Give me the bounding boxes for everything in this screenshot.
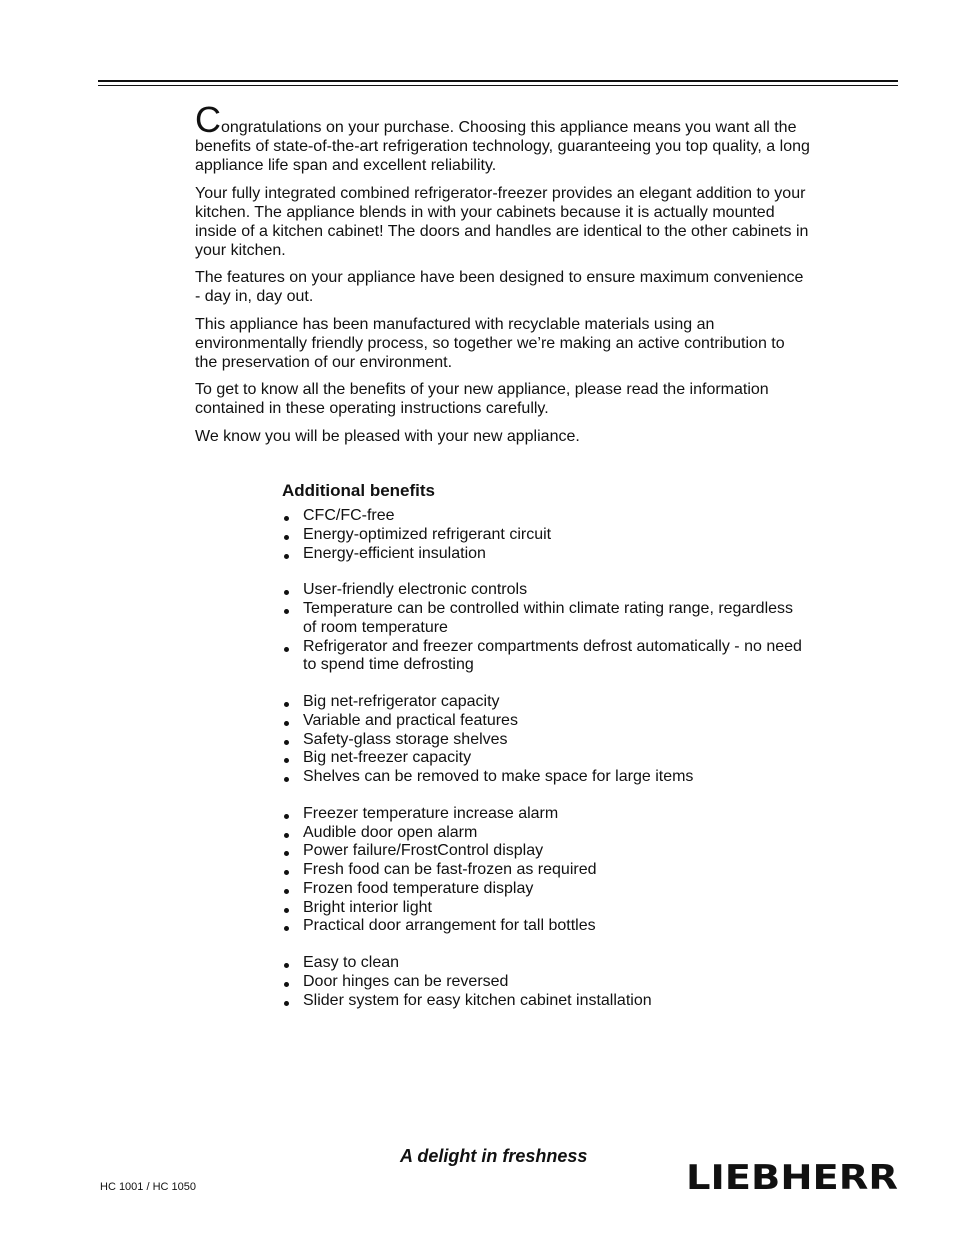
intro-text bbox=[195, 99, 810, 454]
benefit-item: User-friendly electronic controls bbox=[282, 581, 802, 600]
benefit-item: Bright interior light bbox=[282, 899, 802, 918]
benefit-item: Big net-freezer capacity bbox=[282, 749, 802, 768]
benefit-item: Easy to clean bbox=[282, 954, 802, 973]
benefit-item: CFC/FC-free bbox=[282, 507, 802, 526]
logo-text: LIEBHERR bbox=[686, 1162, 898, 1192]
benefit-item: Freezer temperature increase alarm bbox=[282, 805, 802, 824]
drop-cap: C bbox=[195, 99, 221, 140]
benefit-item: Refrigerator and freezer compartments defrost automatically - no need to spend time defrosting bbox=[282, 638, 802, 676]
benefit-item: Power failure/FrostControl display bbox=[282, 842, 802, 861]
benefit-group bbox=[282, 805, 802, 936]
benefit-item: Door hinges can be reversed bbox=[282, 973, 802, 992]
benefit-groups bbox=[282, 507, 802, 1010]
benefit-group bbox=[282, 954, 802, 1010]
benefit-item: Energy-optimized refrigerant circuit bbox=[282, 526, 802, 545]
benefit-item: Frozen food temperature display bbox=[282, 880, 802, 899]
intro-paragraph-2: Your fully integrated combined refrigerator-freezer provides an elegant addition to your kitchen. The appliance blends in with your cabinets because it is actually mounted inside of a kitchen cabinet! The doors and handles are identical to the other cabinets in your kitchen. bbox=[195, 184, 809, 259]
benefit-item: Slider system for easy kitchen cabinet installation bbox=[282, 992, 802, 1011]
header-rule-thin bbox=[98, 85, 898, 86]
model-number: HC 1001 / HC 1050 bbox=[100, 1181, 196, 1193]
benefits-heading: Additional benefits bbox=[282, 481, 435, 500]
benefit-item: Fresh food can be fast-frozen as required bbox=[282, 861, 802, 880]
benefit-item: Energy-efficient insulation bbox=[282, 545, 802, 564]
intro-paragraph-6: We know you will be pleased with your new appliance. bbox=[195, 427, 580, 445]
intro-paragraph-1: Congratulations on your purchase. Choosing this appliance means you want all the benefits of state-of-the-art refrigeration technology, guaranteeing you top quality, a long appliance life span and excellent reliability. bbox=[195, 99, 810, 174]
intro-paragraph-3: The features on your appliance have been designed to ensure maximum convenience - day in, day out. bbox=[195, 269, 804, 305]
liebherr-logo bbox=[686, 1162, 898, 1192]
intro-paragraph-5: To get to know all the benefits of your new appliance, please read the information contained in these operating instructions carefully. bbox=[195, 381, 769, 417]
benefit-item: Practical door arrangement for tall bottles bbox=[282, 917, 802, 936]
benefit-item: Big net-refrigerator capacity bbox=[282, 693, 802, 712]
additional-benefits-section bbox=[282, 480, 802, 1028]
benefit-group bbox=[282, 507, 802, 563]
header-rule bbox=[98, 80, 898, 82]
benefit-item: Variable and practical features bbox=[282, 712, 802, 731]
benefit-item: Audible door open alarm bbox=[282, 824, 802, 843]
benefit-item: Temperature can be controlled within climate rating range, regardless of room temperature bbox=[282, 600, 802, 638]
benefit-item: Shelves can be removed to make space for large items bbox=[282, 768, 802, 787]
benefit-group bbox=[282, 693, 802, 787]
tagline: A delight in freshness bbox=[400, 1146, 588, 1166]
benefit-group bbox=[282, 581, 802, 675]
benefit-item: Safety-glass storage shelves bbox=[282, 731, 802, 750]
intro-paragraph-4: This appliance has been manufactured with recyclable materials using an environmentally friendly process, so together we’re making an active contribution to the preservation of our environment. bbox=[195, 315, 785, 371]
